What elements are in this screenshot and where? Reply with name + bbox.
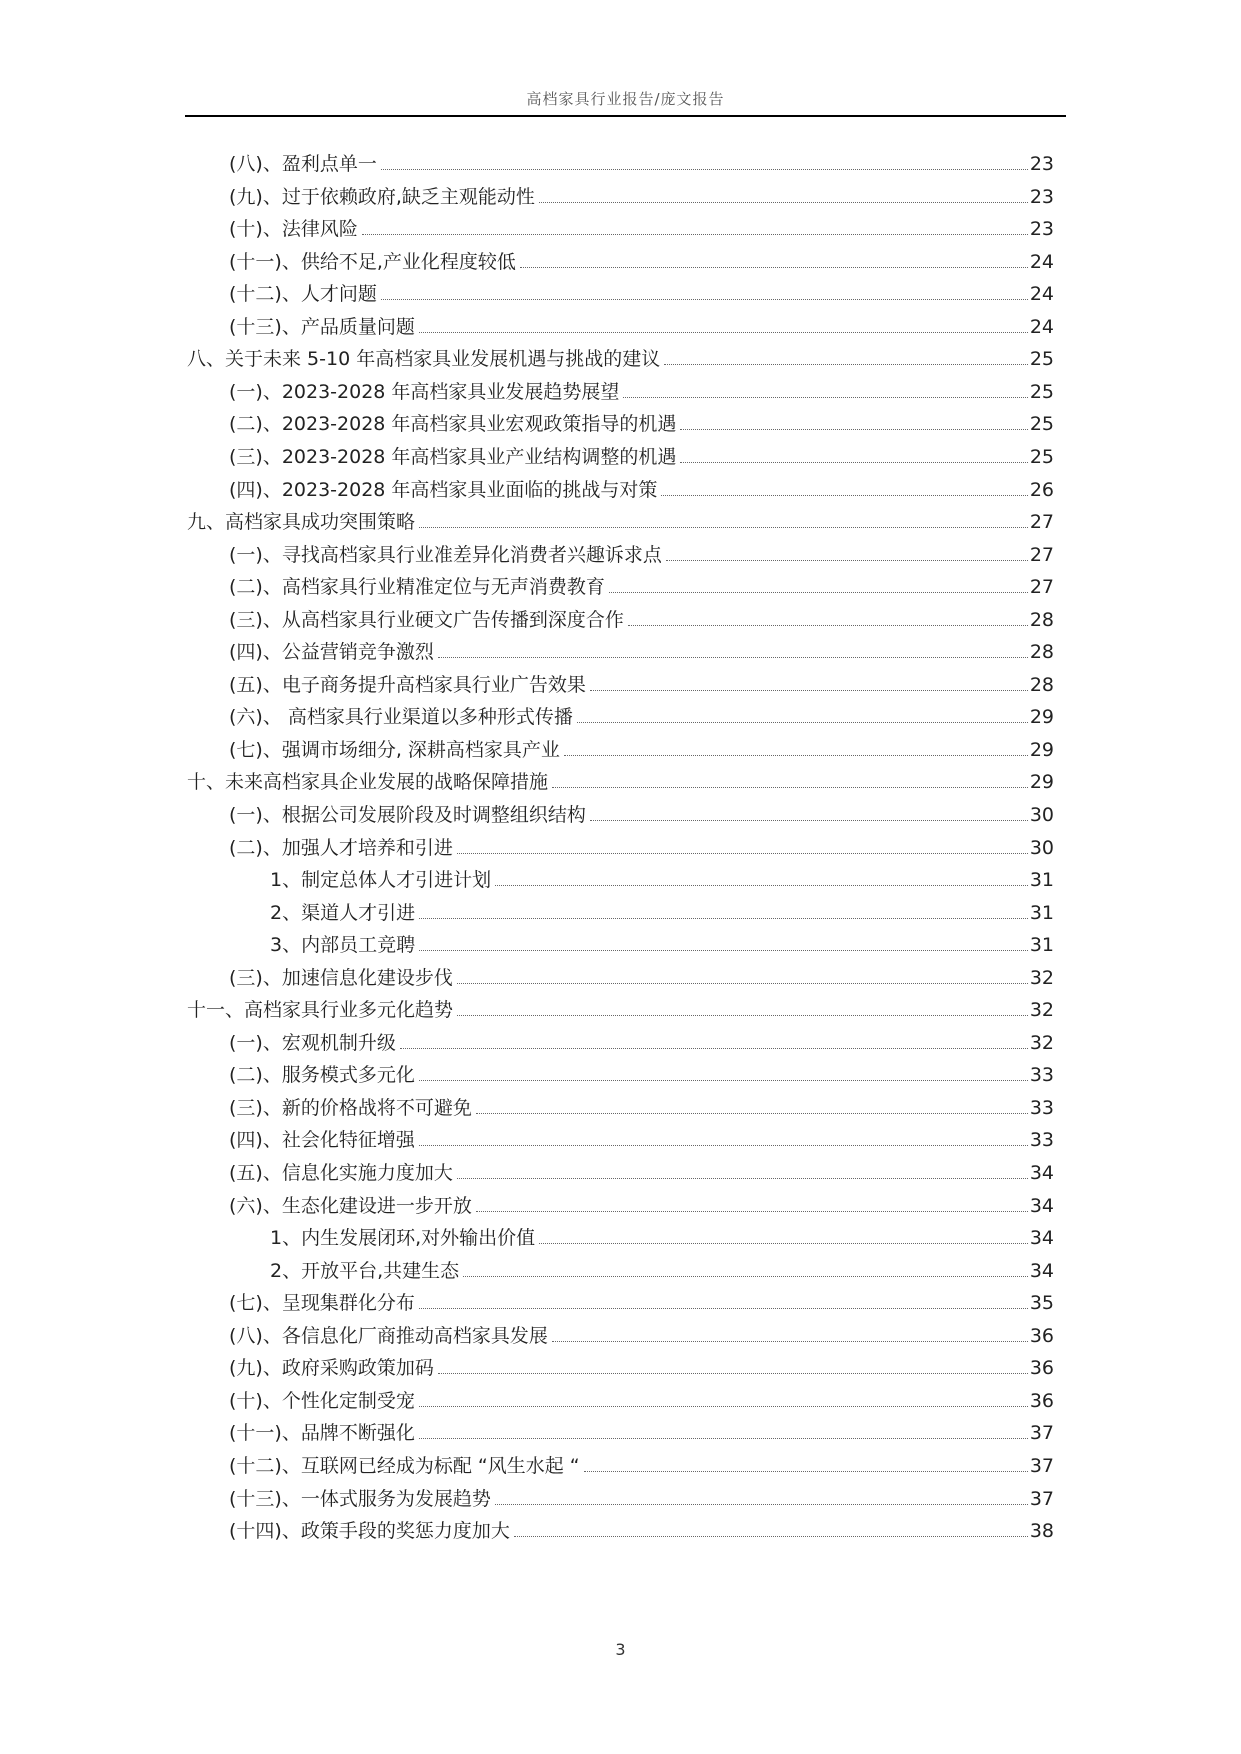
toc-dot-leader — [584, 1471, 1028, 1472]
toc-dot-leader — [577, 722, 1028, 723]
toc-dot-leader — [476, 1113, 1028, 1114]
toc-entry-title: (一)、寻找高档家具行业准差异化消费者兴趣诉求点 — [229, 544, 662, 566]
toc-entry[interactable] — [229, 442, 1054, 472]
toc-dot-leader — [476, 1211, 1028, 1212]
toc-dot-leader — [590, 820, 1028, 821]
toc-entry-title: (八)、盈利点单一 — [229, 153, 377, 175]
toc-entry-title: (四)、社会化特征增强 — [229, 1129, 415, 1151]
toc-entry[interactable] — [229, 702, 1054, 732]
toc-entry-title: (二)、高档家具行业精准定位与无声消费教育 — [229, 576, 605, 598]
toc-entry[interactable] — [229, 247, 1054, 277]
toc-entry[interactable] — [229, 1158, 1054, 1188]
toc-dot-leader — [552, 787, 1028, 788]
toc-dot-leader — [400, 1048, 1028, 1049]
toc-dot-leader — [539, 202, 1028, 203]
toc-entry[interactable] — [229, 182, 1054, 212]
toc-dot-leader — [664, 364, 1028, 365]
toc-entry-title: (十三)、一体式服务为发展趋势 — [229, 1488, 491, 1510]
toc-dot-leader — [419, 1145, 1028, 1146]
toc-entry[interactable] — [229, 963, 1054, 993]
toc-entry-page: 33 — [1029, 1129, 1054, 1151]
toc-entry-title: (三)、从高档家具行业硬文广告传播到深度合作 — [229, 609, 624, 631]
toc-entry[interactable] — [229, 475, 1054, 505]
toc-entry[interactable] — [229, 1093, 1054, 1123]
toc-entry-page: 25 — [1029, 381, 1054, 403]
toc-entry-page: 29 — [1029, 739, 1054, 761]
toc-entry[interactable] — [229, 637, 1054, 667]
toc-entry-title: 3、内部员工竞聘 — [270, 934, 416, 956]
toc-entry-title: 八、关于未来 5-10 年高档家具业发展机遇与挑战的建议 — [187, 348, 661, 370]
toc-entry-page: 27 — [1029, 544, 1054, 566]
toc-entry[interactable] — [229, 833, 1054, 863]
toc-entry-page: 34 — [1029, 1260, 1054, 1282]
toc-entry-page: 29 — [1029, 706, 1054, 728]
toc-dot-leader — [457, 983, 1028, 984]
toc-entry-page: 37 — [1029, 1488, 1054, 1510]
toc-entry-title: (九)、过于依赖政府,缺乏主观能动性 — [229, 186, 535, 208]
toc-dot-leader — [457, 853, 1028, 854]
toc-entry-page: 32 — [1029, 967, 1054, 989]
toc-dot-leader — [419, 1308, 1028, 1309]
toc-dot-leader — [419, 950, 1028, 951]
toc-dot-leader — [463, 1276, 1028, 1277]
toc-entry-title: 十、未来高档家具企业发展的战略保障措施 — [187, 771, 549, 793]
toc-entry-page: 25 — [1029, 446, 1054, 468]
toc-entry-page: 25 — [1029, 413, 1054, 435]
toc-entry[interactable] — [187, 995, 1054, 1025]
toc-dot-leader — [609, 592, 1028, 593]
toc-entry-title: (十一)、品牌不断强化 — [229, 1422, 415, 1444]
toc-entry[interactable] — [229, 605, 1054, 635]
toc-entry[interactable] — [229, 572, 1054, 602]
toc-entry[interactable] — [229, 1451, 1054, 1481]
toc-dot-leader — [457, 1178, 1028, 1179]
toc-entry-title: (八)、各信息化厂商推动高档家具发展 — [229, 1325, 548, 1347]
page-number: 3 — [615, 1640, 626, 1659]
toc-dot-leader — [623, 397, 1027, 398]
toc-entry[interactable] — [229, 1125, 1054, 1155]
toc-entry[interactable] — [229, 540, 1054, 570]
toc-entry[interactable] — [270, 930, 1054, 960]
toc-dot-leader — [438, 657, 1028, 658]
toc-entry-title: (三)、2023-2028 年高档家具业产业结构调整的机遇 — [229, 446, 677, 468]
toc-entry[interactable] — [229, 670, 1054, 700]
toc-entry-title: (六)、 高档家具行业渠道以多种形式传播 — [229, 706, 573, 728]
toc-dot-leader — [680, 462, 1027, 463]
toc-entry-page: 36 — [1029, 1390, 1054, 1412]
toc-dot-leader — [628, 625, 1028, 626]
toc-entry[interactable] — [187, 507, 1054, 537]
toc-dot-leader — [495, 1504, 1028, 1505]
toc-entry[interactable] — [229, 312, 1054, 342]
toc-entry[interactable] — [270, 1223, 1054, 1253]
toc-entry-page: 31 — [1029, 934, 1054, 956]
toc-dot-leader — [666, 560, 1028, 561]
toc-entry[interactable] — [229, 377, 1054, 407]
toc-entry[interactable] — [229, 1321, 1054, 1351]
toc-entry[interactable] — [229, 1191, 1054, 1221]
toc-entry-title: (三)、新的价格战将不可避免 — [229, 1097, 472, 1119]
toc-entry-title: (四)、公益营销竞争激烈 — [229, 641, 434, 663]
toc-entry-page: 34 — [1029, 1227, 1054, 1249]
toc-entry-title: (九)、政府采购政策加码 — [229, 1357, 434, 1379]
toc-entry-title: 九、高档家具成功突围策略 — [187, 511, 416, 533]
toc-entry-page: 34 — [1029, 1162, 1054, 1184]
toc-entry-page: 23 — [1029, 218, 1054, 240]
toc-dot-leader — [457, 1015, 1028, 1016]
toc-dot-leader — [514, 1536, 1028, 1537]
toc-entry[interactable] — [270, 1256, 1054, 1286]
toc-entry-page: 37 — [1029, 1455, 1054, 1477]
toc-dot-leader — [419, 1438, 1028, 1439]
toc-entry-title: (七)、呈现集群化分布 — [229, 1292, 415, 1314]
toc-dot-leader — [520, 267, 1028, 268]
running-header: 高档家具行业报告/庞文报告 — [526, 90, 725, 108]
toc-entry-page: 31 — [1029, 869, 1054, 891]
toc-entry-title: 1、内生发展闭环,对外输出价值 — [270, 1227, 536, 1249]
toc-dot-leader — [419, 332, 1028, 333]
toc-dot-leader — [438, 1373, 1028, 1374]
toc-entry[interactable] — [270, 865, 1054, 895]
toc-entry-page: 30 — [1029, 804, 1054, 826]
toc-dot-leader — [680, 429, 1027, 430]
toc-entry[interactable] — [187, 344, 1054, 374]
toc-entry-page: 27 — [1029, 576, 1054, 598]
toc-entry-page: 34 — [1029, 1195, 1054, 1217]
toc-entry-title: (十四)、政策手段的奖惩力度加大 — [229, 1520, 510, 1542]
toc-entry-page: 36 — [1029, 1357, 1054, 1379]
toc-entry[interactable] — [229, 1484, 1054, 1514]
toc-entry[interactable] — [229, 1353, 1054, 1383]
toc-entry-page: 23 — [1029, 153, 1054, 175]
toc-entry-page: 23 — [1029, 186, 1054, 208]
toc-entry-title: (三)、加速信息化建设步伐 — [229, 967, 453, 989]
toc-entry-page: 35 — [1029, 1292, 1054, 1314]
toc-entry-title: (十二)、人才问题 — [229, 283, 377, 305]
toc-entry-page: 28 — [1029, 674, 1054, 696]
toc-entry-page: 33 — [1029, 1064, 1054, 1086]
toc-dot-leader — [539, 1243, 1028, 1244]
toc-entry-page: 28 — [1029, 641, 1054, 663]
toc-entry[interactable] — [270, 898, 1054, 928]
toc-dot-leader — [564, 755, 1028, 756]
toc-entry-title: 1、制定总体人才引进计划 — [270, 869, 492, 891]
toc-entry-page: 38 — [1029, 1520, 1054, 1542]
toc-entry-page: 28 — [1029, 609, 1054, 631]
toc-entry[interactable] — [229, 214, 1054, 244]
toc-entry[interactable] — [229, 1288, 1054, 1318]
toc-dot-leader — [419, 918, 1028, 919]
toc-dot-leader — [362, 234, 1028, 235]
toc-dot-leader — [419, 527, 1028, 528]
toc-dot-leader — [419, 1080, 1028, 1081]
toc-entry-title: (十二)、互联网已经成为标配 “风生水起 “ — [229, 1455, 580, 1477]
toc-entry-title: (一)、宏观机制升级 — [229, 1032, 396, 1054]
toc-entry-title: (十)、个性化定制受宠 — [229, 1390, 415, 1412]
toc-entry-page: 29 — [1029, 771, 1054, 793]
toc-entry-title: (四)、2023-2028 年高档家具业面临的挑战与对策 — [229, 479, 658, 501]
toc-entry-page: 26 — [1029, 479, 1054, 501]
toc-entry-page: 36 — [1029, 1325, 1054, 1347]
toc-entry-title: (一)、根据公司发展阶段及时调整组织结构 — [229, 804, 586, 826]
toc-entry-page: 32 — [1029, 1032, 1054, 1054]
toc-entry[interactable] — [229, 279, 1054, 309]
toc-entry-title: (十三)、产品质量问题 — [229, 316, 415, 338]
toc-entry[interactable] — [229, 1516, 1054, 1546]
toc-dot-leader — [590, 690, 1028, 691]
toc-entry[interactable] — [229, 800, 1054, 830]
toc-entry-title: 2、渠道人才引进 — [270, 902, 416, 924]
toc-entry-title: (十一)、供给不足,产业化程度较低 — [229, 251, 516, 273]
toc-entry-title: (二)、2023-2028 年高档家具业宏观政策指导的机遇 — [229, 413, 677, 435]
toc-entry-page: 25 — [1029, 348, 1054, 370]
toc-dot-leader — [419, 1406, 1028, 1407]
toc-entry-page: 30 — [1029, 837, 1054, 859]
toc-entry[interactable] — [187, 767, 1054, 797]
toc-entry-title: (二)、加强人才培养和引进 — [229, 837, 453, 859]
toc-dot-leader — [381, 169, 1028, 170]
toc-entry-title: (二)、服务模式多元化 — [229, 1064, 415, 1086]
toc-entry-page: 31 — [1029, 902, 1054, 924]
toc-dot-leader — [495, 885, 1028, 886]
toc-entry[interactable] — [229, 1418, 1054, 1448]
toc-entry[interactable] — [229, 149, 1054, 179]
toc-entry-page: 24 — [1029, 316, 1054, 338]
toc-entry[interactable] — [229, 1386, 1054, 1416]
toc-entry-title: (六)、生态化建设进一步开放 — [229, 1195, 472, 1217]
toc-entry-page: 33 — [1029, 1097, 1054, 1119]
toc-entry-title: (一)、2023-2028 年高档家具业发展趋势展望 — [229, 381, 620, 403]
toc-entry-title: 十一、高档家具行业多元化趋势 — [187, 999, 454, 1021]
toc-entry-page: 27 — [1029, 511, 1054, 533]
toc-entry-title: (十)、法律风险 — [229, 218, 358, 240]
toc-entry-title: (五)、电子商务提升高档家具行业广告效果 — [229, 674, 586, 696]
toc-dot-leader — [661, 495, 1027, 496]
toc-entry-page: 24 — [1029, 251, 1054, 273]
toc-dot-leader — [381, 299, 1028, 300]
toc-entry-title: (七)、强调市场细分, 深耕高档家具产业 — [229, 739, 560, 761]
toc-entry-page: 32 — [1029, 999, 1054, 1021]
toc-entry-page: 37 — [1029, 1422, 1054, 1444]
toc-entry-title: (五)、信息化实施力度加大 — [229, 1162, 453, 1184]
header-rule — [185, 115, 1066, 117]
toc-entry[interactable] — [229, 735, 1054, 765]
toc-entry[interactable] — [229, 1060, 1054, 1090]
toc-entry[interactable] — [229, 409, 1054, 439]
toc-entry-page: 24 — [1029, 283, 1054, 305]
toc-entry-title: 2、开放平台,共建生态 — [270, 1260, 460, 1282]
toc-entry[interactable] — [229, 1028, 1054, 1058]
toc-dot-leader — [552, 1341, 1028, 1342]
